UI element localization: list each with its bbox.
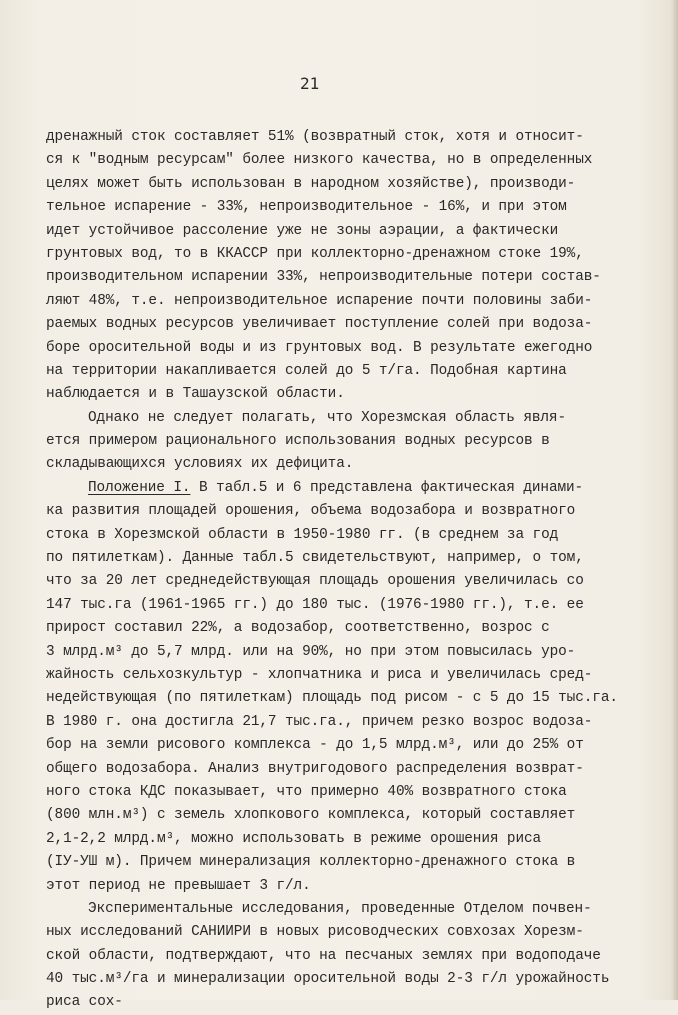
text-line: тельное испарение - 33%, непроизводительное - 16%, и при этом xyxy=(46,199,567,216)
page-edge-shadow xyxy=(671,0,678,1000)
text-line: 3 млрд.м³ до 5,7 млрд. или на 90%, но при этом повысилась уро- xyxy=(46,643,576,660)
text-line: ской области, подтверждают, что на песчаных землях при водоподаче xyxy=(46,947,601,964)
text-line: грунтовых вод, то в ККАССР при коллекторно-дренажном стоке 19%, xyxy=(46,245,584,262)
text-line: дренажный сток составляет 51% (возвратный сток, хотя и относит- xyxy=(46,129,584,145)
document-body xyxy=(46,126,646,1015)
text-line: боре оросительной воды и из грунтовых вод. В результате ежегодно xyxy=(46,339,593,356)
text-line: (800 млн.м³) с земель хлопкового комплекса, который составляет xyxy=(46,807,576,824)
text-line: недействующая (по пятилеткам) площадь под рисом - с 5 до 15 тыс.га. xyxy=(46,690,618,707)
text-line: 147 тыс.га (1961-1965 гг.) до 180 тыс. (1976-1980 гг.), т.е. ее xyxy=(46,596,584,613)
text-line: ного стока КДС показывает, что примерно 40% возвратного стока xyxy=(46,783,567,800)
text-line: ляют 48%, т.е. непроизводительное испарение почти половины заби- xyxy=(46,292,593,309)
text-line: прирост составил 22%, а водозабор, соответственно, возрос с xyxy=(46,620,550,637)
text-line: ся к "водным ресурсам" более низкого качества, но в определенных xyxy=(46,152,593,169)
heading-line-text: В табл.5 и 6 представлена фактическая динами- xyxy=(198,479,584,496)
text-line: В 1980 г. она достигла 21,7 тыс.га., причем резко возрос водоза- xyxy=(46,713,593,730)
text-line: производительном испарении 33%, непроизводительные потери состав- xyxy=(46,269,601,286)
text-line: наблюдается и в Ташаузской области. xyxy=(46,386,345,403)
text-line: общего водозабора. Анализ внутригодового распределения возврат- xyxy=(46,760,584,777)
text-line: 40 тыс.м³/га и минерализации оросительной воды 2-3 г/л урожайность xyxy=(46,971,610,988)
text-line: по пятилеткам). Данные табл.5 свидетельствуют, например, о том, xyxy=(46,550,584,567)
section-heading: Положение I. xyxy=(88,479,191,496)
text-line: целях может быть использован в народном хозяйстве), производи- xyxy=(46,175,576,192)
paragraph-start-line xyxy=(46,477,646,500)
text-line: 2,1-2,2 млрд.м³, можно использовать в режиме орошения риса xyxy=(46,830,542,847)
text-line: на территории накапливается солей до 5 т/га. Подобная картина xyxy=(46,362,567,379)
text-line: ется примером рационального использования водных ресурсов в xyxy=(46,433,550,450)
paragraph-start-line: Экспериментальные исследования, проведенные Отделом почвен- xyxy=(88,900,592,917)
text-line: ка развития площадей орошения, объема водозабора и возвратного xyxy=(46,503,576,520)
text-line: идет устойчивое рассоление уже не зоны аэрации, а фактически xyxy=(46,222,559,239)
paragraph-start-line: Однако не следует полагать, что Хорезмская область явля- xyxy=(88,409,567,426)
text-line: (IУ-УШ м). Причем минерализация коллекторно-дренажного стока в xyxy=(46,854,576,871)
text-line: стока в Хорезмской области в 1950-1980 гг. (в среднем за год xyxy=(46,526,559,543)
text-line: этот период не превышает 3 г/л. xyxy=(46,877,311,894)
text-line: что за 20 лет среднедействующая площадь орошения увеличилась со xyxy=(46,573,584,590)
text-line: бор на земли рисового комплекса - до 1,5 млрд.м³, или до 25% от xyxy=(46,737,584,754)
text-line: раемых водных ресурсов увеличивает поступление солей при водоза- xyxy=(46,316,593,333)
text-line: риса сох- xyxy=(46,994,123,1011)
text-line: складывающихся условиях их дефицита. xyxy=(46,456,354,473)
text-line: жайность сельхозкультур - хлопчатника и риса и увеличилась сред- xyxy=(46,666,593,683)
text-line: ных исследований САНИИРИ в новых рисоводческих совхозах Хорезм- xyxy=(46,924,584,941)
page-number: 21 xyxy=(300,74,320,93)
